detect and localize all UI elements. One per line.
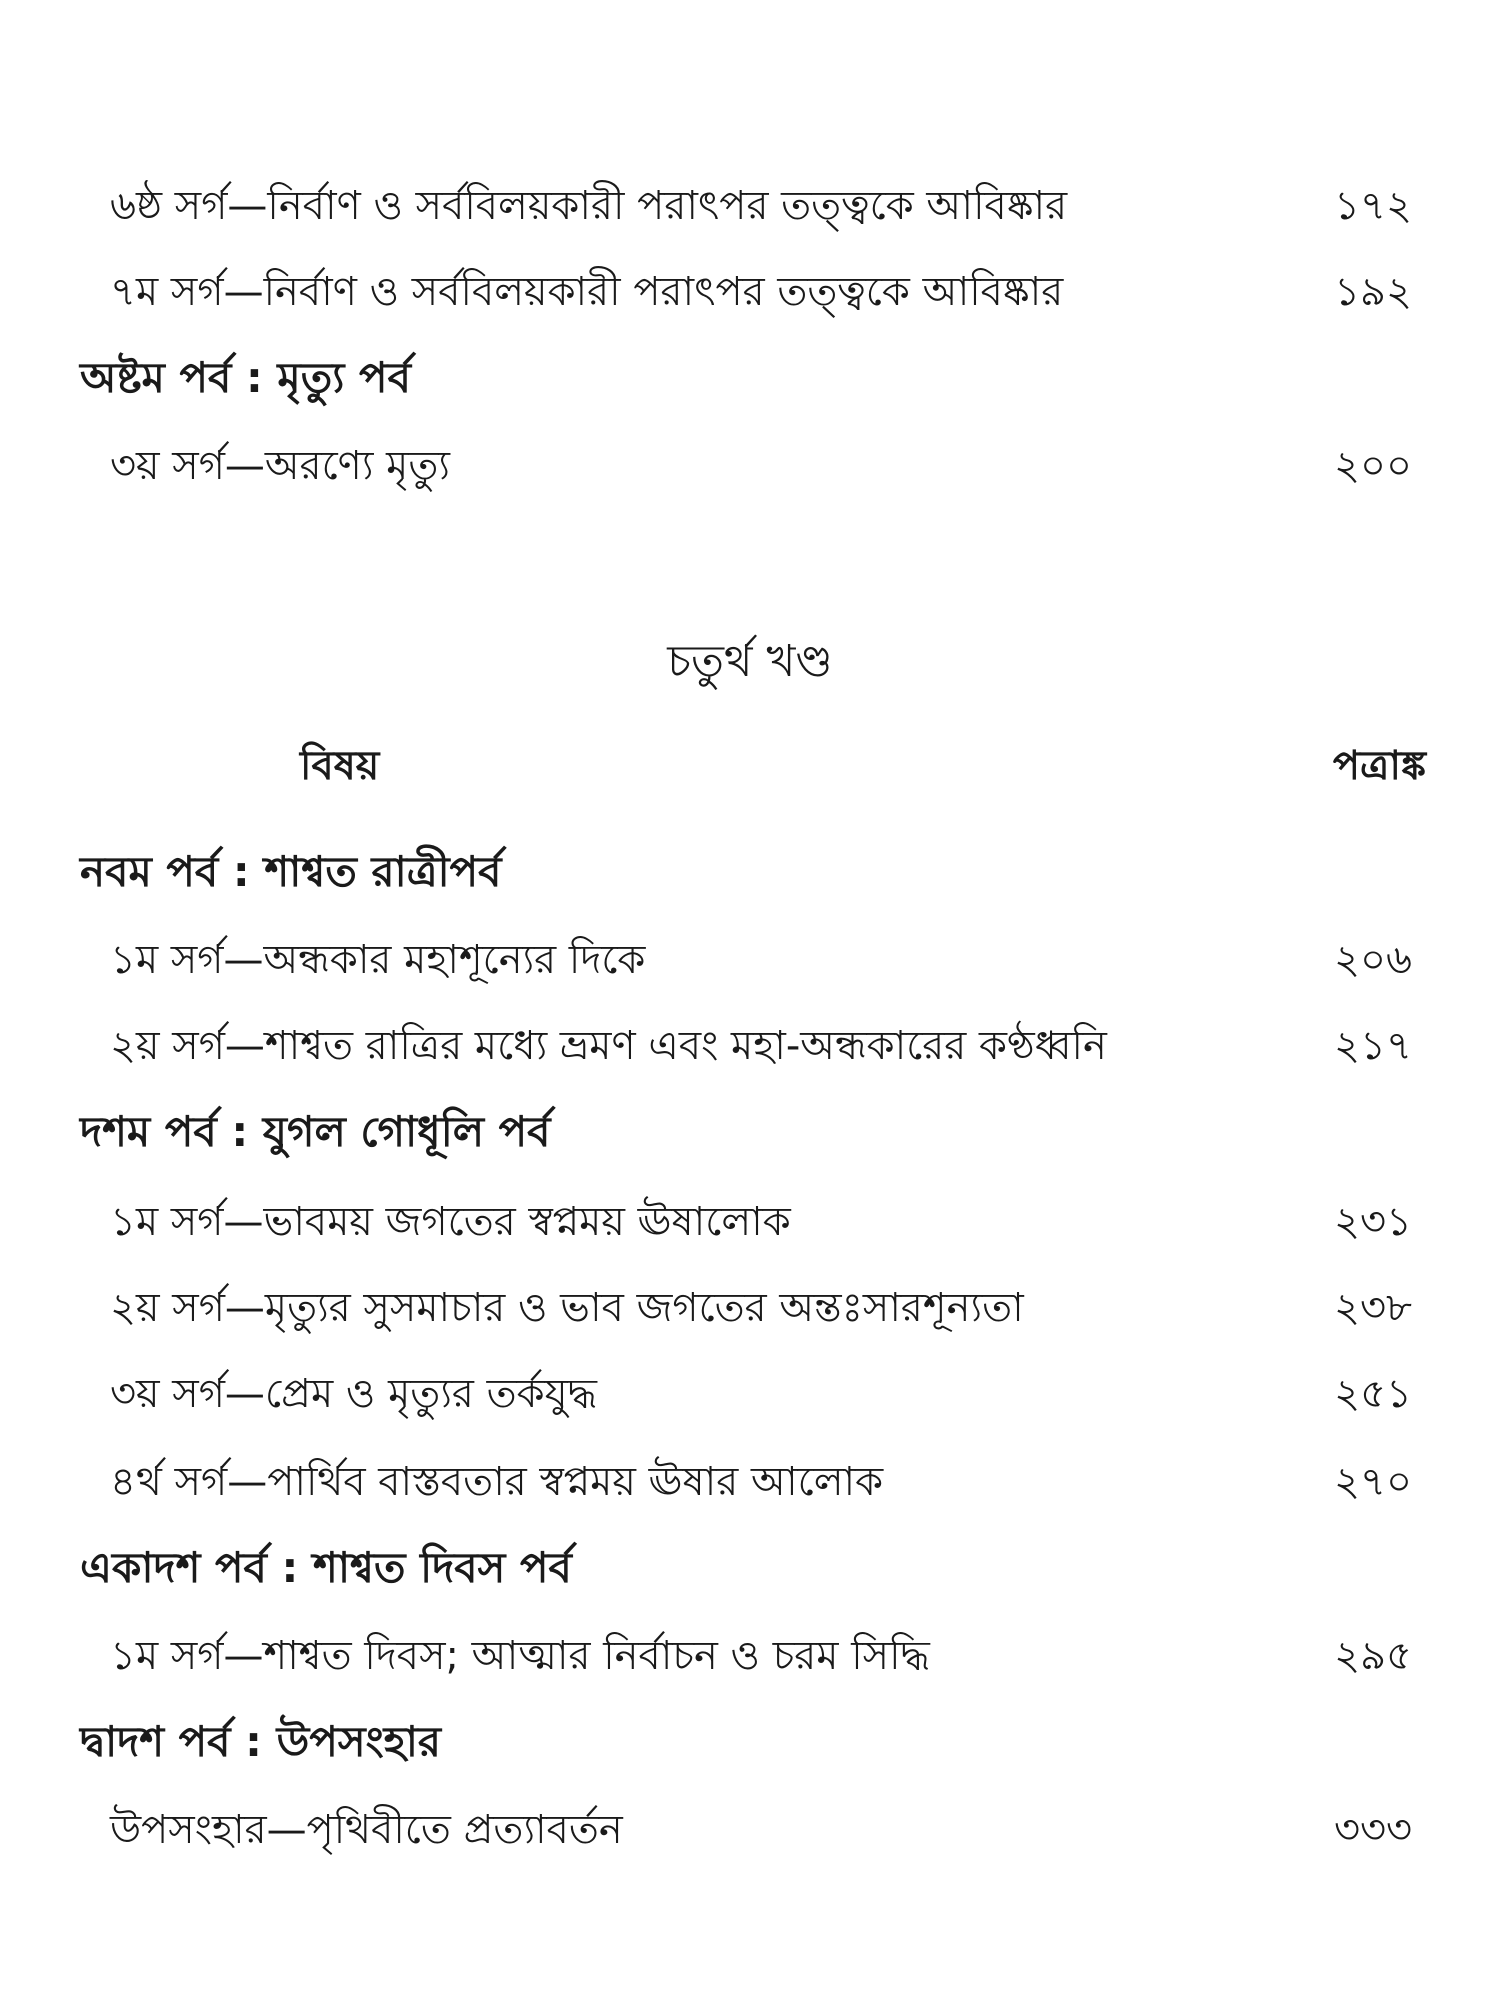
entry-page-number: ২৩১ [1334,1199,1412,1245]
section-heading [0,1534,1500,1604]
column-header-page: পত্রাঙ্ক [1332,743,1426,789]
section-title: দ্বাদশ পর্ব : উপসংহার [80,1717,441,1766]
entry-title: ২য় সর্গ—মৃত্যুর সুসমাচার ও ভাব জগতের অন্তঃসারশূন্যতা [110,1285,1024,1331]
entry-page-number: ২০০ [1333,443,1412,489]
entry-page-number: ২৩৮ [1334,1285,1412,1331]
entry-page-number: ২৯৫ [1334,1633,1412,1679]
section-title: নবম পর্ব : শাশ্বত রাত্রীপর্ব [80,847,502,896]
toc-entry [0,1012,1500,1082]
entry-title: ১ম সর্গ—অন্ধকার মহাশূন্যের দিকে [110,937,646,983]
entry-page-number: ১৭২ [1334,183,1412,229]
entry-page-number: ২৭০ [1333,1459,1412,1505]
entry-title: ৪র্থ সর্গ—পার্থিব বাস্তবতার স্বপ্নময় ঊষার আলোক [110,1459,884,1505]
column-header-subject: বিষয় [300,743,380,789]
toc-entry [0,258,1500,328]
entry-title: ৩য় সর্গ—প্রেম ও মৃত্যুর তর্কযুদ্ধ [110,1371,598,1417]
toc-entry [0,1796,1500,1866]
toc-entry [0,1360,1500,1430]
part-heading: চতুর্থ খণ্ড [667,636,833,687]
toc-entry [0,926,1500,996]
toc-entry [0,1188,1500,1258]
toc-entry [0,172,1500,242]
toc-entry [0,1274,1500,1344]
section-title: একাদশ পর্ব : শাশ্বত দিবস পর্ব [80,1543,572,1592]
entry-page-number: ২১৭ [1334,1023,1412,1069]
entry-title: ৬ষ্ঠ সর্গ—নির্বাণ ও সর্ববিলয়কারী পরাৎপর তত্ত্বকে আবিষ্কার [110,183,1068,229]
section-title: অষ্টম পর্ব : মৃত্যু পর্ব [80,353,411,402]
section-title: দশম পর্ব : যুগল গোধূলি পর্ব [80,1107,551,1156]
entry-title: ৭ম সর্গ—নির্বাণ ও সর্ববিলয়কারী পরাৎপর তত্ত্বকে আবিষ্কার [110,269,1064,315]
section-heading [0,344,1500,414]
entry-title: ২য় সর্গ—শাশ্বত রাত্রির মধ্যে ভ্রমণ এবং মহা-অন্ধকারের কণ্ঠধ্বনি [110,1023,1107,1069]
section-heading [0,1098,1500,1168]
entry-title: ১ম সর্গ—ভাবময় জগতের স্বপ্নময় ঊষালোক [110,1199,791,1245]
section-heading [0,838,1500,908]
toc-entry [0,1622,1500,1692]
entry-title: উপসংহার—পৃথিবীতে প্রত্যাবর্তন [110,1807,623,1853]
toc-entry [0,432,1500,502]
entry-page-number: ২৫১ [1334,1371,1412,1417]
entry-page-number: ২০৬ [1333,937,1412,983]
entry-title: ১ম সর্গ—শাশ্বত দিবস; আত্মার নির্বাচন ও চরম সিদ্ধি [110,1633,930,1679]
section-heading [0,1708,1500,1778]
entry-title: ৩য় সর্গ—অরণ্যে মৃত্যু [110,443,450,489]
entry-page-number: ১৯২ [1334,269,1412,315]
toc-entry [0,1448,1500,1518]
entry-page-number: ৩৩৩ [1333,1807,1412,1853]
